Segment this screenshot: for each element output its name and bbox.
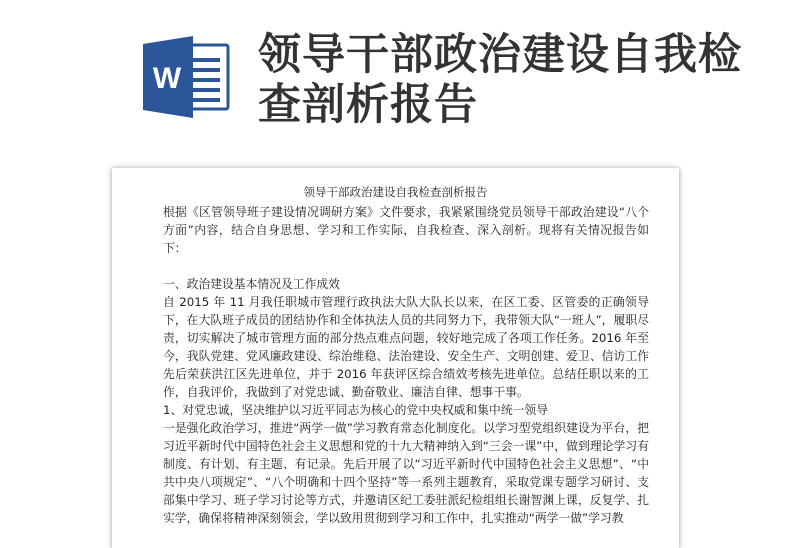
document-title: 领导干部政治建设自我检查剖析报告: [303, 185, 488, 199]
subsection-heading: 1、对党忠诚，坚决维护以习近平同志为核心的党中央权威和集中统一领导: [163, 403, 549, 417]
page-title: 领导干部政治建设自我检查剖析报告: [258, 30, 742, 130]
document-body: [163, 203, 649, 527]
word-document-icon: [143, 36, 233, 118]
section-heading: 一、政治建设基本情况及工作成效: [163, 277, 340, 291]
paragraph-intro: 根据《区管领导班子建设情况调研方案》文件要求，我紧紧围绕党员领导干部政治建设“八个方面”内容，结合自身思想、学习和工作实际，自我检查、深入剖析。现将有关情况报告如下：: [163, 205, 649, 255]
document-page: [112, 168, 679, 548]
paragraph-study: 一是强化政治学习，推进“两学一做”学习教育常态化制度化。以学习型党组织建设为平台，把习近平新时代中国特色社会主义思想和党的十九大精神纳入到“三会一课”中，做到理论学习有制度、有计划、有主题、有记录。先后开展了以“习近平新时代中国特色社会主义思想”、“中共中央八项规定”、“八个明确和十四个坚持”等一系列主题教育，采取党课专题学习研讨、支部集中学习、班子学习讨论等方式，并邀请区纪工委驻派纪检组组长谢智渊上课，反复学、扎实学，确保将精神深刻领会，学以致用贯彻到学习和工作中，扎实推动“两学一做”学习教: [163, 421, 649, 525]
word-letter: W: [152, 62, 182, 95]
paragraph-summary: 自 2015 年 11 月我任职城市管理行政执法大队大队长以来，在区工委、区管委的正确领导下，在大队班子成员的团结协作和全体执法人员的共同努力下，我带领大队“一班人”，履职尽责，切实解决了城市管理方面的部分热点难点问题，较好地完成了各项工作任务。2016 年至今，我队党建、党风廉政建设、综治维稳、法治建设、安全生产、文明创建、爱卫、信访工作先后荣获洪江区先进单位，并于 2016 年获评区综合绩效考核先进单位。总结任职以来的工作，自我评价，我做到了对党忠诚、勤奋敬业、廉洁自律、想事干事。: [163, 295, 649, 399]
